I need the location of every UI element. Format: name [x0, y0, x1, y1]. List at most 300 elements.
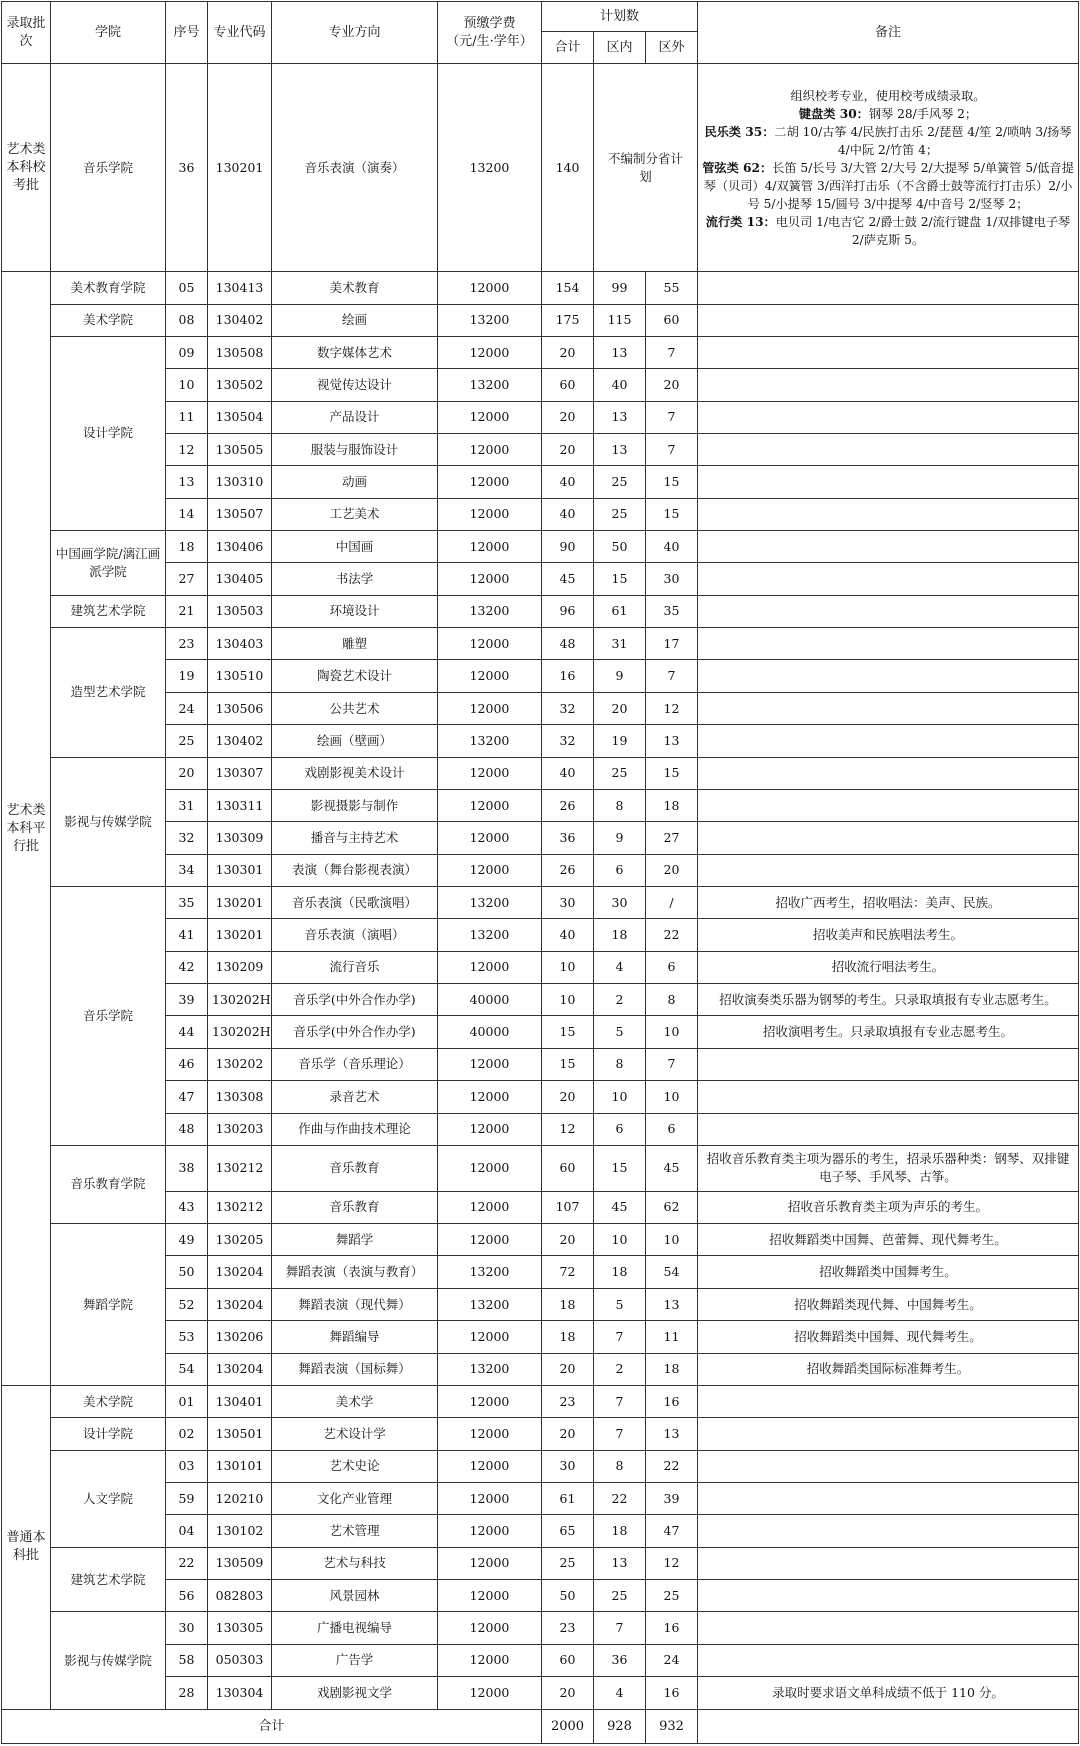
table-row [2, 1612, 1079, 1644]
fee-cell: 12000 [438, 563, 542, 595]
note-cell: 招收音乐教育类主项为声乐的考生。 [698, 1191, 1079, 1223]
major-cell: 舞蹈学 [272, 1224, 438, 1256]
plan-total-cell: 154 [542, 272, 594, 304]
note-cell: 招收美声和民族唱法考生。 [698, 919, 1079, 951]
code-cell: 130402 [208, 725, 272, 757]
batch-cell: 艺术类本科校考批 [2, 64, 51, 272]
plan-out-cell: 22 [646, 1450, 698, 1482]
seq-cell: 08 [166, 304, 208, 336]
audition-note-text: 长笛 5/长号 3/大管 2/大号 2/大提琴 5/单簧管 5/低音提琴（贝司）4/双簧管 3/西洋打击乐（不含爵士鼓等流行打击乐）2/小号 5/小提琴 15/圆号 3/中提琴 4/中音号 2/竖琴 2； [703, 160, 1074, 211]
plan-in-cell: 8 [594, 1048, 646, 1080]
plan-in-cell: 31 [594, 628, 646, 660]
plan-out-cell: 7 [646, 401, 698, 433]
plan-total-cell: 25 [542, 1547, 594, 1579]
header-plan-out: 区外 [646, 32, 698, 64]
plan-total-cell: 20 [542, 1677, 594, 1710]
major-cell: 影视摄影与制作 [272, 789, 438, 821]
plan-out-cell: 27 [646, 822, 698, 854]
fee-cell: 40000 [438, 1016, 542, 1048]
plan-in-cell: 99 [594, 272, 646, 304]
note-cell [698, 725, 1079, 757]
plan-out-cell: 7 [646, 660, 698, 692]
plan-total-cell: 20 [542, 1081, 594, 1113]
table-row [2, 1418, 1079, 1450]
plan-in-cell: 9 [594, 822, 646, 854]
plan-total-cell: 40 [542, 466, 594, 498]
plan-in-cell: 7 [594, 1321, 646, 1353]
note-cell: 招收舞蹈类中国舞、芭蕾舞、现代舞考生。 [698, 1224, 1079, 1256]
plan-total-cell: 16 [542, 660, 594, 692]
fee-cell: 12000 [438, 1612, 542, 1644]
fee-cell: 13200 [438, 1353, 542, 1385]
seq-cell: 22 [166, 1547, 208, 1579]
admission-plan-table [1, 1, 1079, 1744]
college-cell: 造型艺术学院 [51, 628, 166, 757]
plan-out-cell: 11 [646, 1321, 698, 1353]
header-plan-total: 合计 [542, 32, 594, 64]
plan-out-cell: 13 [646, 1288, 698, 1320]
code-cell: 130305 [208, 1612, 272, 1644]
fee-cell: 12000 [438, 1385, 542, 1417]
note-cell [698, 1418, 1079, 1450]
major-cell: 中国画 [272, 531, 438, 563]
college-cell: 设计学院 [51, 336, 166, 530]
seq-cell: 44 [166, 1016, 208, 1048]
total-in: 928 [594, 1710, 646, 1744]
fee-cell: 12000 [438, 757, 542, 789]
note-cell [698, 1081, 1079, 1113]
plan-total-cell: 48 [542, 628, 594, 660]
plan-in-cell: 13 [594, 1547, 646, 1579]
major-cell: 音乐学(中外合作办学) [272, 984, 438, 1016]
plan-out-cell: 6 [646, 951, 698, 983]
plan-total-cell: 60 [542, 1644, 594, 1676]
fee-cell: 12000 [438, 1224, 542, 1256]
note-cell [698, 433, 1079, 465]
table-row [2, 64, 1079, 272]
plan-in-cell: 20 [594, 692, 646, 724]
fee-cell: 12000 [438, 1418, 542, 1450]
seq-cell: 54 [166, 1353, 208, 1385]
header-plan: 计划数 [542, 2, 698, 32]
code-cell: 130406 [208, 531, 272, 563]
plan-total-cell: 107 [542, 1191, 594, 1223]
plan-out-cell: 25 [646, 1580, 698, 1612]
seq-cell: 49 [166, 1224, 208, 1256]
major-cell: 艺术管理 [272, 1515, 438, 1547]
seq-cell: 30 [166, 1612, 208, 1644]
audition-note-label: 流行类 13： [705, 214, 776, 229]
plan-out-cell: 17 [646, 628, 698, 660]
seq-cell: 48 [166, 1113, 208, 1145]
college-cell: 舞蹈学院 [51, 1224, 166, 1386]
plan-in-cell: 13 [594, 336, 646, 368]
note-cell: 招收演奏类乐器为钢琴的考生。只录取填报有专业志愿考生。 [698, 984, 1079, 1016]
code-cell: 130301 [208, 854, 272, 886]
fee-cell: 12000 [438, 1191, 542, 1223]
plan-in-cell: 6 [594, 854, 646, 886]
audition-note-text: 二胡 10/古筝 4/民族打击乐 2/琵琶 4/笙 2/唢呐 3/扬琴 4/中阮 2/竹笛 4； [774, 124, 1072, 157]
major-cell: 艺术史论 [272, 1450, 438, 1482]
audition-note-text: 钢琴 28/手风琴 2； [868, 106, 978, 121]
code-cell: 130308 [208, 1081, 272, 1113]
major-cell: 播音与主持艺术 [272, 822, 438, 854]
college-cell: 美术教育学院 [51, 272, 166, 304]
college-cell: 建筑艺术学院 [51, 1547, 166, 1612]
major-cell: 美术学 [272, 1385, 438, 1417]
header-seq: 序号 [166, 2, 208, 64]
table-row [2, 272, 1079, 304]
plan-in-cell: 45 [594, 1191, 646, 1223]
seq-cell: 39 [166, 984, 208, 1016]
plan-total-cell: 40 [542, 498, 594, 530]
seq-cell: 13 [166, 466, 208, 498]
college-cell: 美术学院 [51, 304, 166, 336]
fee-cell: 12000 [438, 1580, 542, 1612]
audition-note [698, 64, 1079, 272]
seq-cell: 56 [166, 1580, 208, 1612]
seq-cell: 20 [166, 757, 208, 789]
seq-cell: 50 [166, 1256, 208, 1288]
code-cell: 130506 [208, 692, 272, 724]
plan-in-cell: 5 [594, 1016, 646, 1048]
fee-cell: 12000 [438, 336, 542, 368]
table-row [2, 531, 1079, 563]
fee-cell: 12000 [438, 1321, 542, 1353]
major-cell: 舞蹈编导 [272, 1321, 438, 1353]
note-cell [698, 628, 1079, 660]
note-cell: 招收音乐教育类主项为器乐的考生，招录乐器种类：钢琴、双排键电子琴、手风琴、古筝。 [698, 1145, 1079, 1191]
fee-cell: 12000 [438, 1515, 542, 1547]
plan-total-cell: 20 [542, 1418, 594, 1450]
plan-total-cell: 140 [542, 64, 594, 272]
fee-cell: 12000 [438, 692, 542, 724]
plan-total-cell: 60 [542, 369, 594, 401]
code-cell: 130202H [208, 1016, 272, 1048]
college-cell: 设计学院 [51, 1418, 166, 1450]
plan-out-cell: 12 [646, 1547, 698, 1579]
total-plan: 2000 [542, 1710, 594, 1744]
plan-out-cell: 35 [646, 595, 698, 627]
code-cell: 130503 [208, 595, 272, 627]
college-cell: 美术学院 [51, 1385, 166, 1417]
seq-cell: 18 [166, 531, 208, 563]
note-cell [698, 563, 1079, 595]
audition-note-item [702, 213, 1074, 249]
note-cell [698, 1385, 1079, 1417]
plan-out-cell: 7 [646, 433, 698, 465]
plan-in-cell: 9 [594, 660, 646, 692]
plan-in-cell: 8 [594, 1450, 646, 1482]
plan-out-cell: 7 [646, 336, 698, 368]
fee-cell: 12000 [438, 660, 542, 692]
fee-cell: 12000 [438, 1048, 542, 1080]
plan-total-cell: 20 [542, 433, 594, 465]
plan-out-cell: 22 [646, 919, 698, 951]
seq-cell: 38 [166, 1145, 208, 1191]
code-cell: 130204 [208, 1353, 272, 1385]
plan-in-cell: 22 [594, 1482, 646, 1514]
fee-cell: 12000 [438, 498, 542, 530]
plan-out-cell: 30 [646, 563, 698, 595]
seq-cell: 32 [166, 822, 208, 854]
major-cell: 舞蹈表演（国标舞） [272, 1353, 438, 1385]
plan-in-cell: 30 [594, 887, 646, 919]
fee-cell: 12000 [438, 272, 542, 304]
plan-in-cell: 7 [594, 1385, 646, 1417]
fee-cell: 13200 [438, 369, 542, 401]
major-cell: 绘画（壁画） [272, 725, 438, 757]
plan-total-cell: 65 [542, 1515, 594, 1547]
major-cell: 作曲与作曲技术理论 [272, 1113, 438, 1145]
plan-in-cell: 15 [594, 563, 646, 595]
seq-cell: 52 [166, 1288, 208, 1320]
major-cell: 舞蹈表演（表演与教育） [272, 1256, 438, 1288]
table-row [2, 595, 1079, 627]
plan-in-cell: 13 [594, 401, 646, 433]
major-cell: 音乐学（音乐理论） [272, 1048, 438, 1080]
college-cell: 影视与传媒学院 [51, 757, 166, 886]
seq-cell: 46 [166, 1048, 208, 1080]
plan-in-cell: 10 [594, 1081, 646, 1113]
seq-cell: 43 [166, 1191, 208, 1223]
audition-note-item [702, 123, 1074, 159]
code-cell: 130204 [208, 1256, 272, 1288]
note-cell [698, 401, 1079, 433]
major-cell: 文化产业管理 [272, 1482, 438, 1514]
code-cell: 130504 [208, 401, 272, 433]
code-cell: 130510 [208, 660, 272, 692]
fee-cell: 12000 [438, 466, 542, 498]
total-out: 932 [646, 1710, 698, 1744]
plan-out-cell: 13 [646, 725, 698, 757]
code-cell: 130508 [208, 336, 272, 368]
fee-cell: 13200 [438, 725, 542, 757]
plan-total-cell: 15 [542, 1048, 594, 1080]
plan-out-cell: 16 [646, 1385, 698, 1417]
seq-cell: 47 [166, 1081, 208, 1113]
plan-in-cell: 2 [594, 984, 646, 1016]
note-cell: 招收舞蹈类中国舞考生。 [698, 1256, 1079, 1288]
audition-note-intro: 组织校考专业，使用校考成绩录取。 [790, 88, 986, 103]
fee-cell: 13200 [438, 64, 542, 272]
plan-out-cell: 15 [646, 466, 698, 498]
college-cell: 建筑艺术学院 [51, 595, 166, 627]
college-cell: 中国画学院/漓江画派学院 [51, 531, 166, 596]
plan-total-cell: 18 [542, 1288, 594, 1320]
plan-unallocated-cell: 不编制分省计划 [594, 64, 698, 272]
plan-out-cell: 62 [646, 1191, 698, 1223]
code-cell: 130101 [208, 1450, 272, 1482]
code-cell: 130405 [208, 563, 272, 595]
seq-cell: 41 [166, 919, 208, 951]
major-cell: 舞蹈表演（现代舞） [272, 1288, 438, 1320]
plan-total-cell: 45 [542, 563, 594, 595]
header-notes: 备注 [698, 2, 1079, 64]
plan-in-cell: 50 [594, 531, 646, 563]
note-cell [698, 789, 1079, 821]
fee-cell: 13200 [438, 1256, 542, 1288]
plan-total-cell: 20 [542, 1353, 594, 1385]
fee-cell: 13200 [438, 919, 542, 951]
header-college: 学院 [51, 2, 166, 64]
code-cell: 120210 [208, 1482, 272, 1514]
code-cell: 130307 [208, 757, 272, 789]
fee-cell: 40000 [438, 984, 542, 1016]
plan-in-cell: 7 [594, 1612, 646, 1644]
note-cell [698, 304, 1079, 336]
fee-cell: 12000 [438, 951, 542, 983]
seq-cell: 23 [166, 628, 208, 660]
note-cell [698, 1482, 1079, 1514]
college-cell: 音乐学院 [51, 887, 166, 1146]
seq-cell: 10 [166, 369, 208, 401]
plan-out-cell: 10 [646, 1081, 698, 1113]
code-cell: 130212 [208, 1191, 272, 1223]
plan-total-cell: 23 [542, 1385, 594, 1417]
plan-total-cell: 20 [542, 1224, 594, 1256]
plan-in-cell: 18 [594, 1515, 646, 1547]
plan-total-cell: 23 [542, 1612, 594, 1644]
code-cell: 130201 [208, 887, 272, 919]
plan-in-cell: 19 [594, 725, 646, 757]
major-cell: 服装与服饰设计 [272, 433, 438, 465]
table-row [2, 1385, 1079, 1417]
major-cell: 广播电视编导 [272, 1612, 438, 1644]
code-cell: 130501 [208, 1418, 272, 1450]
major-cell: 环境设计 [272, 595, 438, 627]
note-cell: 招收舞蹈类中国舞、现代舞考生。 [698, 1321, 1079, 1353]
plan-in-cell: 115 [594, 304, 646, 336]
seq-cell: 59 [166, 1482, 208, 1514]
fee-cell: 12000 [438, 628, 542, 660]
major-cell: 戏剧影视美术设计 [272, 757, 438, 789]
code-cell: 130201 [208, 64, 272, 272]
college-cell: 人文学院 [51, 1450, 166, 1547]
major-cell: 风景园林 [272, 1580, 438, 1612]
audition-note-item [702, 159, 1074, 213]
seq-cell: 25 [166, 725, 208, 757]
plan-in-cell: 6 [594, 1113, 646, 1145]
fee-cell: 12000 [438, 1677, 542, 1710]
code-cell: 130209 [208, 951, 272, 983]
seq-cell: 05 [166, 272, 208, 304]
plan-in-cell: 25 [594, 757, 646, 789]
code-cell: 130206 [208, 1321, 272, 1353]
major-cell: 音乐表演（民歌演唱） [272, 887, 438, 919]
plan-in-cell: 5 [594, 1288, 646, 1320]
code-cell: 130204 [208, 1288, 272, 1320]
fee-cell: 12000 [438, 1113, 542, 1145]
plan-out-cell: 15 [646, 498, 698, 530]
fee-cell: 12000 [438, 1145, 542, 1191]
major-cell: 书法学 [272, 563, 438, 595]
seq-cell: 35 [166, 887, 208, 919]
code-cell: 130202 [208, 1048, 272, 1080]
table-row [2, 1145, 1079, 1191]
plan-total-cell: 40 [542, 757, 594, 789]
plan-out-cell: 45 [646, 1145, 698, 1191]
major-cell: 表演（舞台影视表演） [272, 854, 438, 886]
seq-cell: 24 [166, 692, 208, 724]
plan-in-cell: 40 [594, 369, 646, 401]
audition-note-label: 民乐类 35： [704, 124, 775, 139]
audition-note-label: 管弦类 62： [702, 160, 773, 175]
plan-total-cell: 10 [542, 984, 594, 1016]
fee-cell: 12000 [438, 531, 542, 563]
major-cell: 艺术与科技 [272, 1547, 438, 1579]
note-cell [698, 336, 1079, 368]
plan-out-cell: 39 [646, 1482, 698, 1514]
college-cell: 影视与传媒学院 [51, 1612, 166, 1710]
code-cell: 130402 [208, 304, 272, 336]
batch-cell: 普通本科批 [2, 1385, 51, 1709]
plan-total-cell: 61 [542, 1482, 594, 1514]
note-cell [698, 498, 1079, 530]
plan-total-cell: 36 [542, 822, 594, 854]
plan-total-cell: 50 [542, 1580, 594, 1612]
code-cell: 130413 [208, 272, 272, 304]
plan-total-cell: 15 [542, 1016, 594, 1048]
note-cell [698, 822, 1079, 854]
plan-total-cell: 32 [542, 692, 594, 724]
note-cell [698, 369, 1079, 401]
seq-cell: 04 [166, 1515, 208, 1547]
table-row [2, 1450, 1079, 1482]
table-row [2, 1547, 1079, 1579]
plan-out-cell: 40 [646, 531, 698, 563]
major-cell: 动画 [272, 466, 438, 498]
note-cell [698, 272, 1079, 304]
plan-out-cell: 55 [646, 272, 698, 304]
plan-in-cell: 25 [594, 498, 646, 530]
major-cell: 音乐学(中外合作办学) [272, 1016, 438, 1048]
note-cell [698, 854, 1079, 886]
table-row [2, 304, 1079, 336]
plan-out-cell: 54 [646, 1256, 698, 1288]
major-cell: 工艺美术 [272, 498, 438, 530]
code-cell: 130505 [208, 433, 272, 465]
plan-out-cell: 13 [646, 1418, 698, 1450]
major-cell: 雕塑 [272, 628, 438, 660]
code-cell: 130507 [208, 498, 272, 530]
seq-cell: 19 [166, 660, 208, 692]
note-cell: 录取时要求语文单科成绩不低于 110 分。 [698, 1677, 1079, 1710]
code-cell: 130102 [208, 1515, 272, 1547]
code-cell: 130203 [208, 1113, 272, 1145]
total-label: 合计 [2, 1710, 542, 1744]
total-row [2, 1710, 1079, 1744]
seq-cell: 58 [166, 1644, 208, 1676]
plan-in-cell: 13 [594, 433, 646, 465]
plan-in-cell: 61 [594, 595, 646, 627]
header-fee-unit: （元/生·学年） [446, 33, 533, 49]
seq-cell: 42 [166, 951, 208, 983]
code-cell: 130304 [208, 1677, 272, 1710]
table-row [2, 628, 1079, 660]
plan-in-cell: 25 [594, 466, 646, 498]
plan-out-cell: 24 [646, 1644, 698, 1676]
seq-cell: 53 [166, 1321, 208, 1353]
plan-in-cell: 4 [594, 951, 646, 983]
plan-total-cell: 30 [542, 1450, 594, 1482]
note-cell: 招收舞蹈类现代舞、中国舞考生。 [698, 1288, 1079, 1320]
note-cell [698, 692, 1079, 724]
header-fee-label: 预缴学费 [463, 15, 516, 31]
college-cell: 音乐学院 [51, 64, 166, 272]
major-cell: 陶瓷艺术设计 [272, 660, 438, 692]
fee-cell: 12000 [438, 1482, 542, 1514]
